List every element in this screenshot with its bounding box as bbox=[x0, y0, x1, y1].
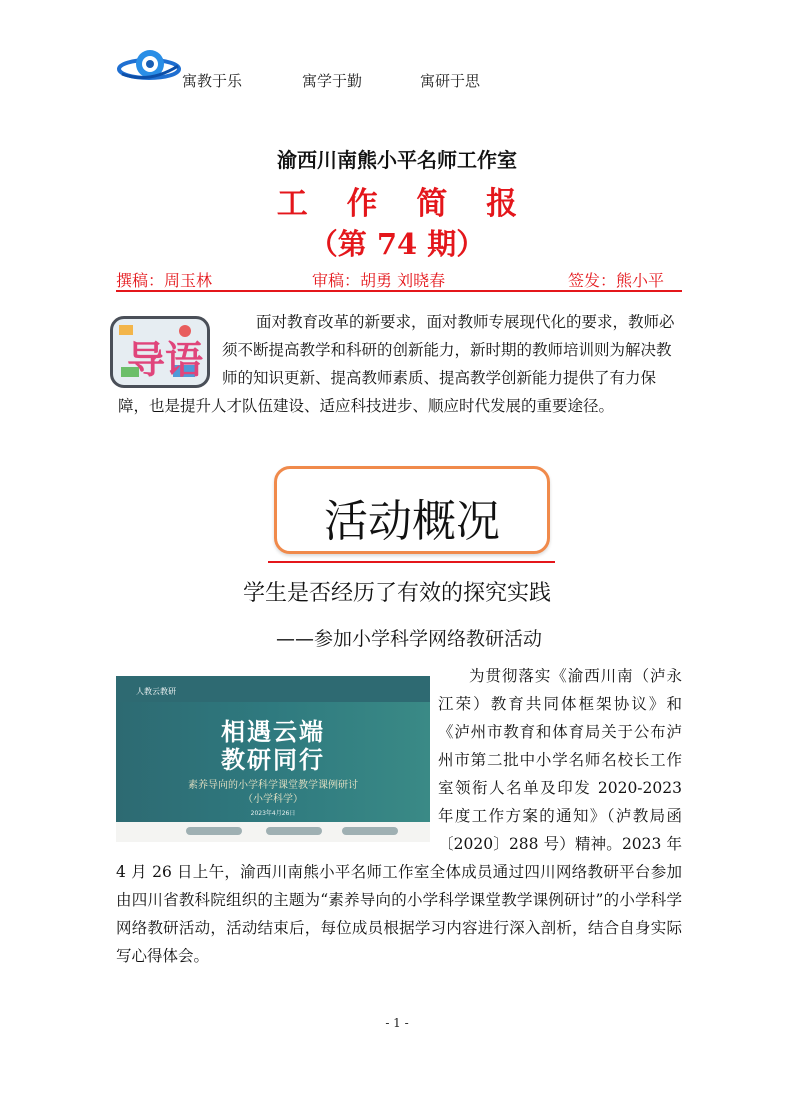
article-subhead: ——参加小学科学网络教研活动 bbox=[276, 628, 543, 650]
motto-2: 寓学于勤 bbox=[302, 72, 363, 90]
banner-line-1: 相遇云端 bbox=[221, 718, 325, 746]
page-number: - 1 - bbox=[385, 1016, 409, 1030]
guide-badge bbox=[110, 316, 210, 388]
reviewer-credit: 审稿：胡勇 刘晓春 bbox=[312, 271, 446, 290]
section-title-box bbox=[274, 466, 550, 554]
section-title: 活动概况 bbox=[324, 496, 500, 547]
event-banner-image bbox=[116, 676, 430, 842]
banner-line-3: 素养导向的小学科学课堂教学课例研讨 bbox=[188, 780, 358, 791]
motto-3: 寓研于思 bbox=[420, 72, 481, 90]
studio-name: 渝西川南熊小平名师工作室 bbox=[277, 148, 517, 172]
banner-line-4: （小学科学） bbox=[243, 794, 303, 805]
guide-badge-label: 导语 bbox=[127, 338, 204, 382]
author-credit: 撰稿：周玉林 bbox=[116, 271, 213, 290]
article-headline: 学生是否经历了有效的探究实践 bbox=[242, 581, 551, 606]
motto-1: 寓教于乐 bbox=[182, 72, 243, 90]
credits-line bbox=[116, 268, 682, 292]
issue-number: （第 74 期） bbox=[308, 227, 486, 261]
section-divider bbox=[268, 561, 555, 563]
banner-footer-logos bbox=[116, 822, 430, 842]
banner-date: 2023年4月26日 bbox=[250, 810, 296, 817]
article-paragraph: 为贯彻落实《渝西川南（泸永江荣）教育共同体框架协议》和《泸州市教育和体育局关于公布泸州市第二批中小学名师名校长工作室领衔人名单及印发 2020-2023 年度工作方案的通知》（泸教局函〔2020〕288 号）精神。2023 年 4 月 26 日上午，渝西川南熊小平名师工作室全体成员通过四川网络教研平台参加由四川省教科院组织的主题为“素养导向的小学科学课堂教学课例研讨”的小学科学网络教研活动，活动结束后，每位成员根据学习内容进行深入剖析，结合自身实际写心得体会。 bbox=[116, 667, 682, 965]
globe-logo-icon bbox=[116, 44, 182, 90]
intro-text: 面对教育改革的新要求，面对教师专展现代化的要求，教师必须不断提高教学和科研的创新能力，新时期的教师培训则为解决教师的知识更新、提高教师素质、提高教学创新能力提供了有力保障，也是提升人才队伍建设、适应科技进步、顺应时代发展的重要途径。 bbox=[118, 313, 675, 415]
issuer-credit: 签发：熊小平 bbox=[568, 271, 665, 290]
banner-line-2: 教研同行 bbox=[221, 746, 325, 774]
briefing-title: 工 作 简 报 bbox=[276, 186, 532, 222]
banner-brand: 人教云教研 bbox=[136, 687, 176, 696]
